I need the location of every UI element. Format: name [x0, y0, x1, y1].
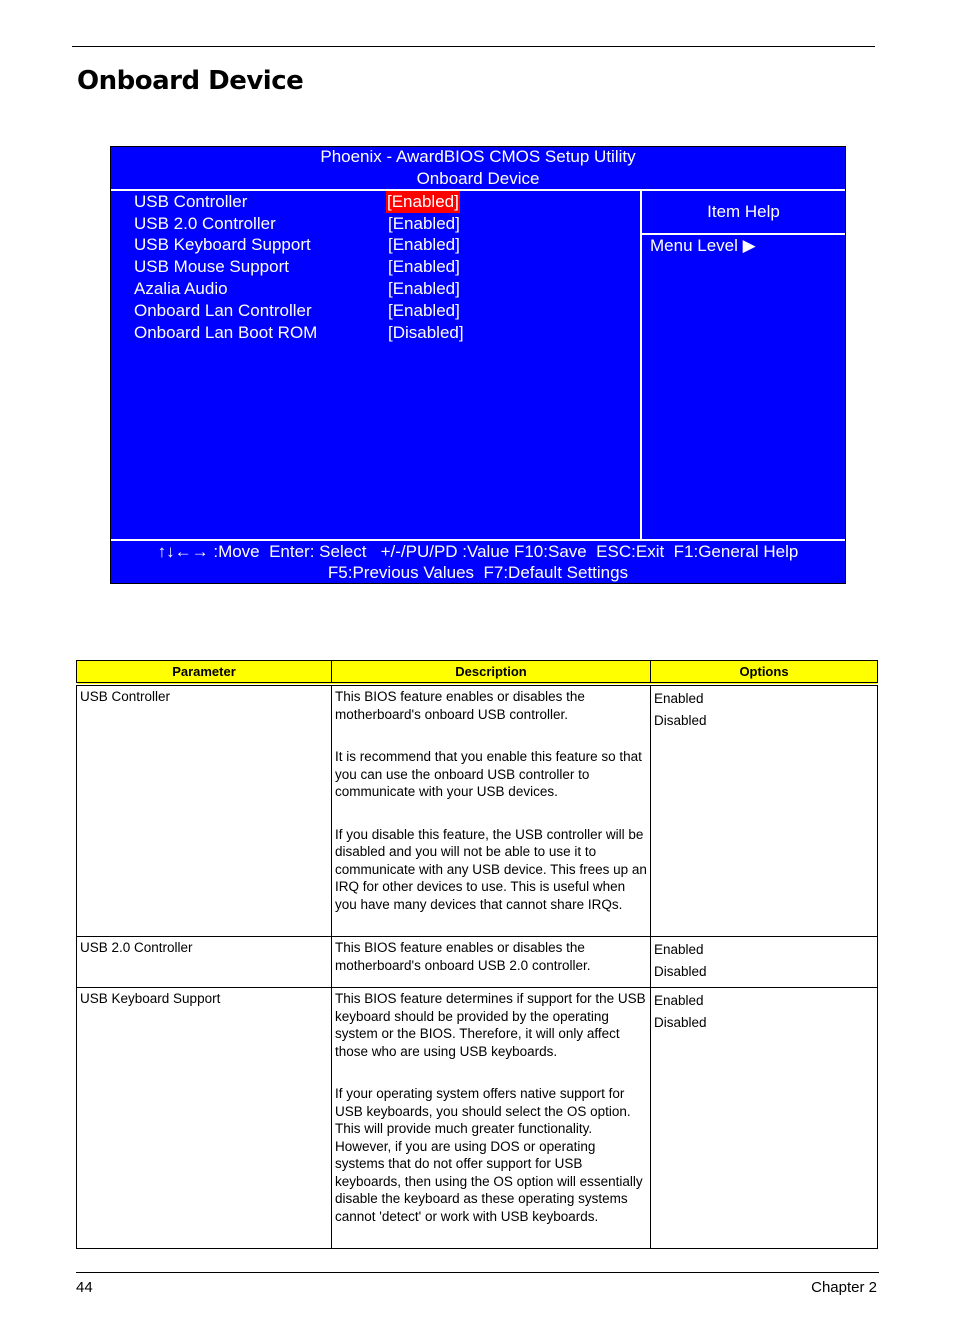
top-rule — [72, 46, 875, 47]
desc-paragraph: This BIOS feature enables or disables the motherboard's onboard USB controller. — [335, 689, 585, 722]
bios-item-azalia-audio[interactable] — [111, 278, 640, 300]
options-cell — [651, 684, 878, 937]
desc-paragraph: It is recommend that you enable this feature so that you can use the onboard USB controller to communicate with your USB devices. — [335, 749, 642, 799]
bios-setup-screen — [110, 146, 846, 584]
bios-item-value-selected[interactable]: [Enabled] — [387, 192, 459, 211]
option-item: Disabled — [654, 964, 707, 979]
bios-item-value[interactable]: [Disabled] — [388, 323, 464, 342]
bios-item-usb-mouse-support[interactable] — [111, 256, 640, 278]
bios-key-legend-line2: F5:Previous Values F7:Default Settings — [327, 563, 629, 582]
bios-item-usb-2-controller[interactable] — [111, 213, 640, 235]
bios-item-label: USB 2.0 Controller — [134, 214, 276, 233]
bios-item-label: Azalia Audio — [134, 279, 228, 298]
parameter-table — [76, 660, 878, 1249]
bios-item-value[interactable]: [Enabled] — [388, 214, 460, 233]
item-help-title: Item Help — [642, 191, 845, 235]
bios-header — [111, 147, 845, 191]
page-title: Onboard Device — [77, 66, 304, 96]
page-number: 44 — [76, 1279, 93, 1296]
bios-item-onboard-lan-boot-rom[interactable] — [111, 322, 640, 344]
bios-item-onboard-lan-controller[interactable] — [111, 300, 640, 322]
bios-item-label: Onboard Lan Boot ROM — [134, 323, 318, 342]
table-row — [77, 684, 878, 937]
chapter-label: Chapter 2 — [811, 1279, 877, 1296]
bios-item-label: USB Controller — [134, 192, 248, 211]
bios-item-label: USB Keyboard Support — [134, 235, 311, 254]
item-help-panel — [642, 191, 845, 539]
options-cell — [651, 937, 878, 988]
option-item: Enabled — [654, 993, 704, 1008]
bios-item-label: Onboard Lan Controller — [134, 301, 312, 320]
bios-item-value[interactable]: [Enabled] — [388, 235, 460, 254]
bios-item-value[interactable]: [Enabled] — [388, 301, 460, 320]
table-row — [77, 937, 878, 988]
bios-item-label: USB Mouse Support — [134, 257, 289, 276]
desc-paragraph: This BIOS feature determines if support for the USB keyboard should be provided by the operating system or the BIOS. Therefore, it will only affect those who are using USB keyboards. — [335, 991, 646, 1059]
bios-page-title: Onboard Device — [416, 169, 540, 188]
option-item: Disabled — [654, 713, 707, 728]
options-cell — [651, 988, 878, 1249]
bios-key-legend — [111, 539, 845, 583]
option-item: Enabled — [654, 691, 704, 706]
desc-cell — [332, 937, 651, 988]
bios-item-usb-keyboard-support[interactable] — [111, 234, 640, 256]
bios-item-value[interactable]: [Enabled] — [388, 257, 460, 276]
desc-cell — [332, 684, 651, 937]
header-parameter: Parameter — [77, 661, 332, 685]
desc-paragraph: If you disable this feature, the USB controller will be disabled and you will not be able to use it to communicate with any USB device. This frees up an IRQ for other devices to use. This is useful when you have many devices that cannot share IRQs. — [335, 826, 647, 912]
menu-level: Menu Level ▶ — [650, 236, 756, 255]
bios-item-value[interactable]: [Enabled] — [388, 279, 460, 298]
bios-utility-title: Phoenix - AwardBIOS CMOS Setup Utility — [320, 147, 636, 166]
param-cell: USB 2.0 Controller — [77, 937, 332, 988]
desc-paragraph: If your operating system offers native support for USB keyboards, you should select the OS option. This will provide much greater functionality. However, if you are using DOS or operating systems that do not offer support for USB keyboards, then using the OS option will essentially disable the keyboard as these operating systems cannot 'detect' or work with USB keyboards. — [335, 1086, 643, 1224]
bios-key-legend-line1: ↑↓←→ :Move Enter: Select +/-/PU/PD :Value F10:Save ESC:Exit F1:General Help — [157, 542, 799, 561]
param-cell: USB Controller — [77, 684, 332, 937]
option-item: Disabled — [654, 1015, 707, 1030]
desc-paragraph: This BIOS feature enables or disables the motherboard's onboard USB 2.0 controller. — [335, 940, 591, 973]
header-description: Description — [332, 661, 651, 685]
option-item: Enabled — [654, 942, 704, 957]
table-row — [77, 988, 878, 1249]
desc-cell — [332, 988, 651, 1249]
bottom-rule — [76, 1272, 879, 1273]
table-header-row — [77, 661, 878, 685]
header-options: Options — [651, 661, 878, 685]
param-cell: USB Keyboard Support — [77, 988, 332, 1249]
bios-item-usb-controller[interactable] — [111, 191, 640, 213]
bios-settings-panel — [111, 191, 642, 539]
